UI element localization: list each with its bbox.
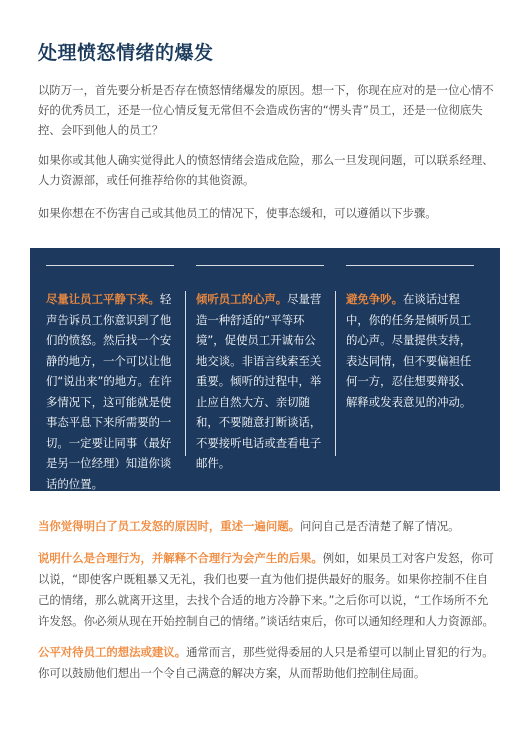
step-column (346, 289, 476, 412)
column-rule (196, 265, 324, 266)
page-title: 处理愤怒情绪的爆发 (38, 42, 214, 64)
intro-paragraph: 以防万一，首先要分析是否存在愤怒情绪爆发的原因。想一下，你现在应对的是一位心情不好的优秀员工，还是一位心情反复无常但不会造成伤害的“愣头青”员工，还是一位彻底失控、会吓到他人的员工？ (38, 83, 494, 137)
column-rule (346, 265, 474, 266)
step-heading: 避免争吵。 (346, 292, 403, 306)
step-heading: 尽量让员工平静下来。 (46, 292, 160, 306)
followup-paragraph (38, 548, 498, 632)
followup-text: 例如，如果员工对客户发怒，你可以说，“即使客户既粗暴又无礼，我们也要一直为他们提供最好的服务。如果你控制不住自己的情绪，那么就离开这里，去找个合适的地方冷静下来。”之后你可以说，“工作场所不允许发怒。你必须从现在开始控制自己的情绪。”谈话结束后，你可以通知经理和人力资源部。 (38, 551, 494, 628)
step-column (196, 289, 326, 474)
step-column (46, 289, 174, 494)
followup-heading: 当你觉得明白了员工发怒的原因时，重述一遍问题。 (38, 519, 300, 533)
column-divider (335, 291, 336, 456)
intro-paragraph: 如果你或其他人确实觉得此人的愤怒情绪会造成危险，那么一旦发现问题，可以联系经理、人力资源部，或任何推荐给你的其他资源。 (38, 153, 494, 187)
followup-heading: 说明什么是合理行为，并解释不合理行为会产生的后果。 (38, 551, 323, 565)
intro-paragraph: 如果你想在不伤害自己或其他员工的情况下，使事态缓和，可以遵循以下步骤。 (38, 206, 437, 220)
steps-panel (30, 248, 500, 491)
step-text: 尽量营造一种舒适的“平等环境”，促使员工开诚布公地交谈。非语言线索至关重要。倾听的过程中，举止应自然大方、亲切随和，不要随意打断谈话，不要接听电话或查看电子邮件。 (196, 292, 322, 470)
step-text: 在谈话过程中，你的任务是倾听员工的心声。尽量提供支持，表达同情，但不要偏袒任何一方，忍住想要辩驳、解释或发表意见的冲动。 (346, 292, 472, 409)
followup-text: 问问自己是否清楚了解了情况。 (300, 519, 460, 533)
column-rule (46, 265, 174, 266)
followup-text: 通常而言，那些觉得委屈的人只是希望可以制止冒犯的行为。你可以鼓励他们想出一个令自己满意的解决方案，从而帮助他们控制住局面。 (38, 645, 494, 680)
followup-heading: 公平对待员工的想法或建议。 (38, 645, 187, 659)
followup-paragraph (38, 516, 498, 537)
step-heading: 倾听员工的心声。 (196, 292, 288, 306)
column-divider (185, 291, 186, 456)
followup-paragraph (38, 642, 498, 684)
step-text: 轻声告诉员工你意识到了他们的愤怒。然后找一个安静的地方，一个可以让他们“说出来”的地方。在许多情况下，这可能就是使事态平息下来所需要的一切。一定要让同事（最好是另一位经理）知道你谈话的位置。 (46, 292, 172, 491)
